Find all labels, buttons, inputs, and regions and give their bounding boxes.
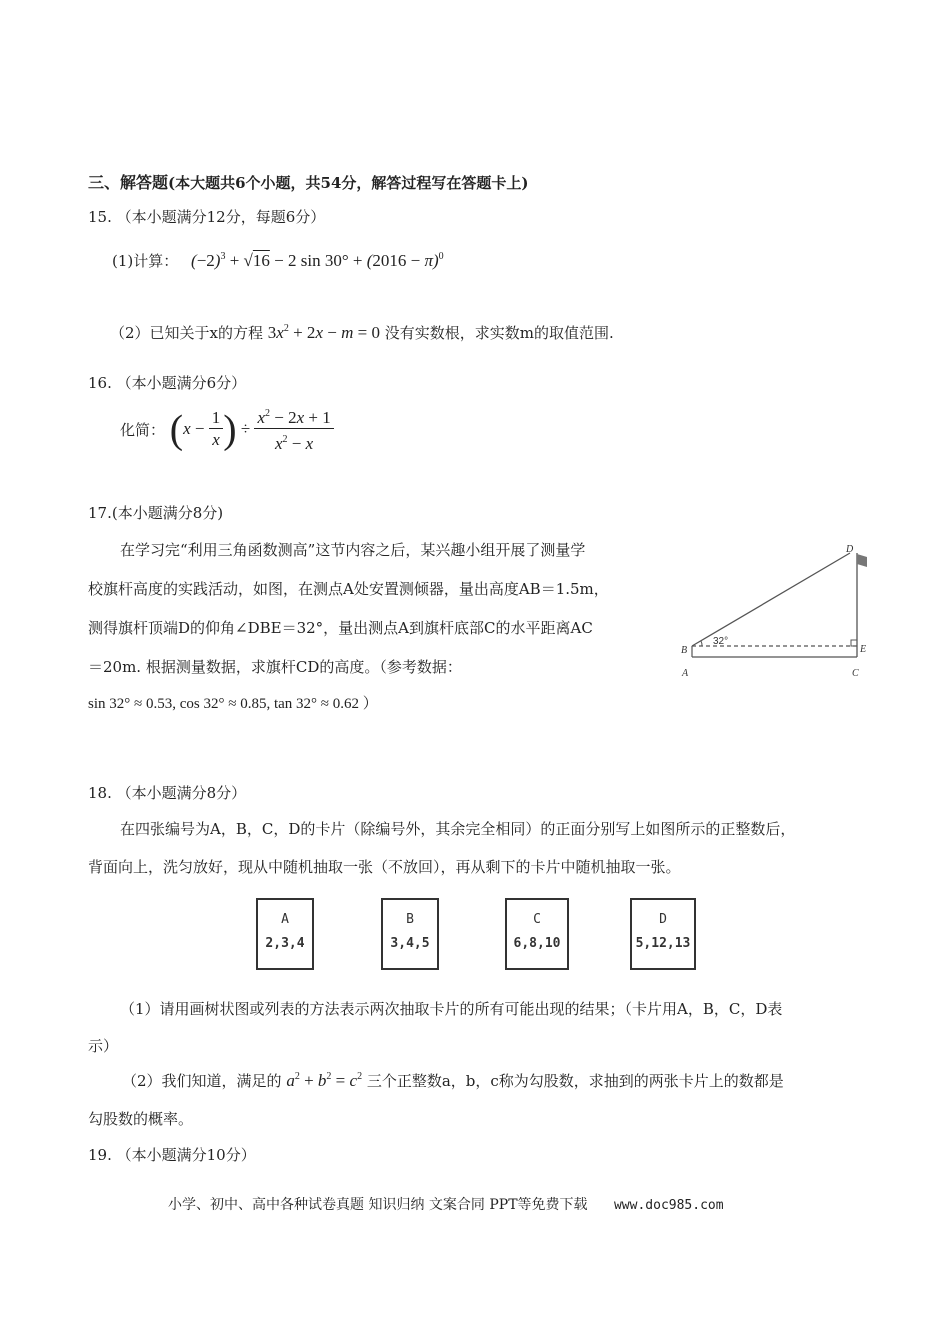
footer-text: 小学、初中、高中各种试卷真题 知识归纳 文案合同 PPT等免费下载 [168, 1197, 588, 1213]
q15-part1-label: (1)计算： [112, 252, 179, 270]
q16-expression: (x − $\frac{1}{x}$ ) ÷ $\frac{x^2 - 2x + 1}{x^2 - x}$ [170, 418, 334, 437]
card-b [381, 898, 439, 970]
point-b-label: B [681, 645, 688, 656]
q18-part2-suffix: 三个正整数a，b，c称为勾股数，求抽到的两张卡片上的数都是 [366, 1072, 784, 1090]
q16-body [120, 404, 334, 455]
flagpole-figure [676, 540, 868, 682]
right-angle-marker [851, 640, 857, 646]
q17-header: 17.(本小题满分8分) [88, 504, 224, 522]
q19-header: 19. （本小题满分10分） [88, 1146, 256, 1164]
q18-line: 背面向上，洗匀放好，现从中随机抽取一张（不放回），再从剩下的卡片中随机抽取一张。 [88, 858, 681, 876]
card-letter: D [659, 912, 667, 927]
q17-line: 在学习完“利用三角函数测高”这节内容之后，某兴趣小组开展了测量学 [120, 541, 586, 559]
sight-line-bd [692, 553, 850, 646]
q18-line: 在四张编号为A，B，C，D的卡片（除编号外，其余完全相同）的正面分别写上如图所示的正整数后， [120, 820, 796, 838]
q17-line: ＝20m. 根据测量数据，求旗杆CD的高度。（参考数据： [88, 658, 462, 676]
q15-part2-suffix: 没有实数根，求实数m的取值范围. [384, 324, 614, 342]
q18-header: 18. （本小题满分8分） [88, 784, 247, 802]
q15-expression: $(-2)^3 + √16 - 2$ $\sin 30^\circ + (2016 - \pi)^0$ [191, 251, 444, 270]
card-c [505, 898, 569, 970]
section-heading [88, 170, 529, 193]
q18-part2-prefix: （2）我们知道，满足的 [122, 1072, 282, 1090]
q15-header: 15. （本小题满分12分，每题6分） [88, 208, 326, 226]
q18-part2 [122, 1070, 784, 1091]
point-d-label: D [846, 544, 854, 555]
q15-equation: $3x^2 + 2x - m = 0$ [267, 323, 380, 342]
q18-part2-line2: 勾股数的概率。 [88, 1110, 194, 1128]
q16-label: 化简： [120, 420, 166, 439]
card-numbers: 2,3,4 [265, 936, 305, 951]
pythagorean-equation: $a^2 + b^2 = c^2$ [286, 1071, 363, 1090]
card-numbers: 6,8,10 [513, 936, 561, 951]
card-letter: B [406, 912, 414, 927]
card-numbers: 5,12,13 [635, 936, 691, 951]
q18-part1-line2: 示） [88, 1037, 119, 1055]
q15-part2 [110, 322, 614, 343]
footer [168, 1194, 724, 1214]
section-subtitle: (本大题共6个小题，共54分，解答过程写在答题卡上) [168, 174, 529, 192]
q18-part1-line1: （1）请用画树状图或列表的方法表示两次抽取卡片的所有可能出现的结果；（卡片用A，B，C，D表 [120, 1000, 783, 1018]
angle-arc [701, 641, 702, 646]
footer-url: www.doc985.com [613, 1198, 724, 1213]
q17-line: 校旗杆高度的实践活动，如图，在测点A处安置测倾器，量出高度AB＝1.5m， [88, 580, 609, 598]
card-letter: C [533, 912, 541, 927]
angle-label: 32° [713, 636, 729, 647]
q15-part2-prefix: （2）已知关于x的方程 [110, 324, 264, 342]
point-e-label: E [860, 644, 867, 655]
section-title: 三、解答题 [88, 173, 169, 192]
q17-line: 测得旗杆顶端D的仰角∠DBE＝32°，量出测点A到旗杆底部C的水平距离AC [88, 619, 593, 637]
card-letter: A [281, 912, 289, 927]
point-a-label: A [682, 668, 689, 679]
card-d [630, 898, 696, 970]
q15-part1 [112, 250, 444, 271]
q17-reference-data: sin 32° ≈ 0.53, cos 32° ≈ 0.85, tan 32° ≈ 0.62 ） [88, 696, 378, 712]
card-numbers: 3,4,5 [390, 936, 430, 951]
q16-header: 16. （本小题满分6分） [88, 374, 247, 392]
flag-icon [857, 554, 867, 567]
card-a [256, 898, 314, 970]
point-c-label: C [852, 668, 859, 679]
